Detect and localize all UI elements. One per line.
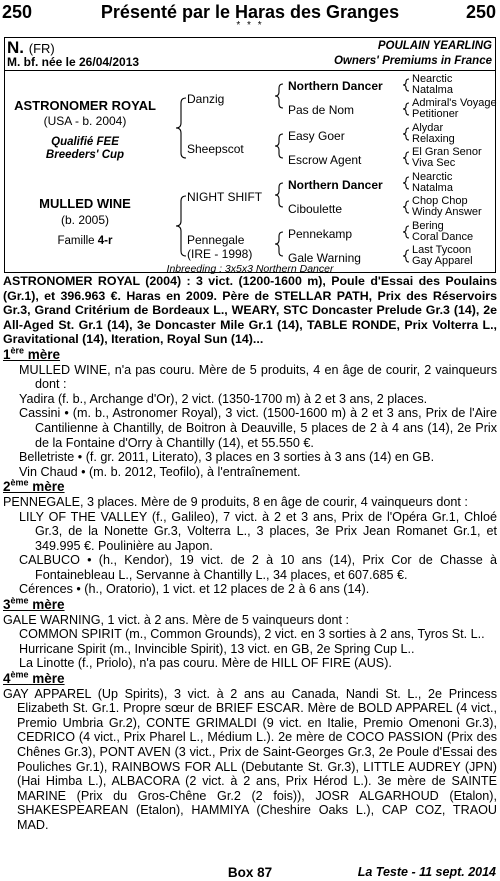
lot-number-right: 250 bbox=[465, 2, 496, 22]
pedigree-box bbox=[4, 37, 496, 273]
sire-note-2: Breeders' Cup bbox=[45, 149, 125, 161]
inbreeding-note: Inbreeding : 3x5x3 Northern Dancer bbox=[166, 263, 334, 275]
horse-identity bbox=[5, 38, 495, 71]
page-title: Présenté par le Haras des Granges bbox=[100, 2, 400, 22]
produce-1-1: Yadira (f. b., Archange d'Or), 2 vict. (1350-1700 m) à 2 et 3 ans, 2 places. bbox=[19, 391, 428, 406]
sire-dam: Sheepscot bbox=[187, 142, 244, 156]
section-heading-2: 2ème mère bbox=[3, 477, 65, 495]
dam-dam-note: (IRE - 1998) bbox=[187, 247, 253, 261]
dam-family: Famille 4-r bbox=[57, 235, 113, 247]
g3-5: Northern Dancer bbox=[288, 178, 383, 192]
lot-number-left: 250 bbox=[2, 2, 33, 22]
g3-8: Gale Warning bbox=[288, 251, 361, 265]
g4-16: Gay Apparel bbox=[412, 255, 473, 267]
section-heading-1: 1ère mère bbox=[3, 345, 61, 362]
g3-1: Northern Dancer bbox=[288, 79, 383, 93]
produce-3-1: COMMON SPIRIT (m., Common Grounds), 2 vict. en 3 sorties à 2 ans, Tyros St. L.. bbox=[19, 627, 485, 642]
g4-3: Admiral's Voyage bbox=[412, 97, 497, 109]
produce-1-4: Vin Chaud • (m. b. 2012, Teofilo), à l'entraînement. bbox=[19, 464, 301, 479]
page-header bbox=[0, 2, 500, 32]
section-intro-3: GALE WARNING, 1 vict. à 2 ans. Mère de 5 vainqueurs dont : bbox=[3, 612, 350, 627]
produce-3-3: La Linotte (f., Priolo), n'a pas couru. Mère de HILL OF FIRE (AUS). bbox=[19, 656, 392, 671]
produce-2-3: Cérences • (h., Oratorio), 1 vict. et 12 places de 2 à 6 ans (14). bbox=[19, 582, 370, 597]
section-intro-1: MULLED WINE, n'a pas couru. Mère de 5 produits, 4 en âge de courir, 2 vainqueurs dont : bbox=[19, 362, 497, 392]
g3-6: Ciboulette bbox=[288, 202, 343, 216]
g4-9: Nearctic bbox=[412, 171, 453, 183]
sire-name: ASTRONOMER ROYAL bbox=[14, 98, 156, 113]
g4-8: Viva Sec bbox=[412, 157, 456, 169]
produce-3-2: Hurricane Spirit (m., Invincible Spirit), 13 vict. en GB, 2e Spring Cup L.. bbox=[19, 641, 415, 656]
horse-category: POULAIN YEARLING bbox=[377, 40, 492, 52]
section-heading-3: 3ème mère bbox=[3, 595, 65, 613]
dam-dam: Pennegale bbox=[187, 233, 245, 247]
g4-11: Chop Chop bbox=[412, 195, 468, 207]
dam-name: MULLED WINE bbox=[39, 196, 131, 211]
dam-sire: NIGHT SHIFT bbox=[187, 190, 263, 204]
pedigree-chart bbox=[5, 72, 495, 272]
produce-2-2: CALBUCO • (h., Kendor), 19 vict. de 2 à 10 ans (14), Prix Cor de Chasse à Fontainebleau L., Servanne à Chantilly L., 34 places, et 607.685 €. bbox=[19, 553, 497, 582]
horse-description: M. bf. née le 26/04/2013 bbox=[7, 55, 140, 69]
g4-13: Bering bbox=[412, 220, 444, 232]
header-stars: * * * bbox=[236, 20, 264, 31]
produce-1-3: Belletriste • (f. gr. 2011, Literato), 3 places en 3 sorties à 3 ans (14) en GB. bbox=[19, 450, 435, 465]
g4-7: El Gran Senor bbox=[412, 146, 482, 158]
dam-info: (b. 2005) bbox=[60, 213, 110, 227]
sale-date: La Teste - 11 sept. 2014 bbox=[357, 865, 496, 879]
horse-country: (FR) bbox=[28, 41, 55, 56]
sire-note-1: Qualifié FEE bbox=[51, 136, 119, 148]
g4-12: Windy Answer bbox=[412, 206, 482, 218]
page-footer bbox=[0, 865, 500, 881]
g4-2: Natalma bbox=[412, 84, 453, 96]
g3-4: Escrow Agent bbox=[288, 153, 362, 167]
g4-6: Relaxing bbox=[412, 133, 455, 145]
sire-summary: ASTRONOMER ROYAL (2004) : 3 vict. (1200-1600 m), Poule d'Essai des Poulains (Gr.1), et 396.963 €. Haras en 2009. Père de STELLAR PATH, Prix des Réservoirs Gr.3, Grand Critérium de Bordeaux L., WEARY, STC Doncaster Prelude Gr.3 (14), 2e All-Aged St. Gr.1 (14), 3e Doncaster Mile Gr.1 (14), TABLE RONDE, Prix Volterra L., Gravitational (14), Iteration, Royal Sun (14)... bbox=[3, 274, 497, 347]
owners-premiums: Owners' Premiums in France bbox=[333, 55, 492, 67]
g4-4: Petitioner bbox=[412, 108, 459, 120]
produce-2-1: LILY OF THE VALLEY (f., Galileo), 7 vict. à 2 et 3 ans, Prix de l'Opéra Gr.1, Chloé Gr.3, de la Nonette Gr.3, Volterra L., 3 places, 3e Prix Jean Romanet Gr.1, et 349.995 €. Poulinière au Japon. bbox=[19, 509, 497, 553]
section-intro-2: PENNEGALE, 3 places. Mère de 9 produits, 8 en âge de courir, 4 vainqueurs dont : bbox=[3, 494, 468, 509]
g3-3: Easy Goer bbox=[288, 129, 345, 143]
g4-5: Alydar bbox=[412, 122, 444, 134]
g4-14: Coral Dance bbox=[412, 231, 474, 243]
g4-10: Natalma bbox=[412, 182, 453, 194]
sire-info: (USA - b. 2004) bbox=[43, 114, 127, 128]
horse-name: N. (FR) bbox=[7, 38, 55, 57]
g3-2: Pas de Nom bbox=[288, 103, 355, 117]
g3-7: Pennekamp bbox=[288, 227, 353, 241]
section-intro-4: GAY APPAREL (Up Spirits), 3 vict. à 2 ans au Canada, Nandi St. L., 2e Princess Elizabeth St. Gr.1. Propre sœur de BRIEF ESCAR. Mère de BOLD APPAREL (4 vict., Premio Umbria Gr.2), CONTE GRIMALDI (9 vict. en Italie, Premio Omenoni Gr.3), CEDRICO (4 vict., Prix Pharel L., Médium L.). 2e mère de COCO PASSION (Prix des Chênes Gr.3), PONT AVEN (3 vict., Prix de Saint-Georges Gr.3, 2e Poule d'Essai des Pouliches Gr.1), RAINBOWS FOR ALL (Debutante St. Gr.3), LITTLE AUDREY (JPN) (Hai Himba L.), ALBACORA (2 vict. à 2 ans, Prix Hérod L.). 3e mère de SAINTE MARINE (Prix du Gros-Chêne Gr.2 (2 fois)), JOSR ALGARHOUD (Etalon), SHAKESPEAREAN (Etalon), HAMMIYA (Cheshire Oaks L.), CAP COZ, TRAOU MAD. bbox=[3, 686, 497, 832]
g4-1: Nearctic bbox=[412, 73, 453, 85]
sire-sire: Danzig bbox=[187, 92, 225, 106]
g4-15: Last Tycoon bbox=[412, 244, 472, 256]
box-number: Box 87 bbox=[227, 865, 273, 880]
produce-1-2: Cassini • (m. b., Astronomer Royal), 3 vict. (1500-1600 m) à 2 et 3 ans, Prix de l'Aire Cantilienne à Chantilly, de Boitron à Deauville, 5 places de 2 à 4 ans (14), 2e Prix de la Fontaine d'Orry à Chantilly (14), et 55.550 €. bbox=[19, 406, 497, 450]
section-heading-4: 4ème mère bbox=[3, 669, 65, 687]
catalogue-body bbox=[3, 274, 497, 833]
